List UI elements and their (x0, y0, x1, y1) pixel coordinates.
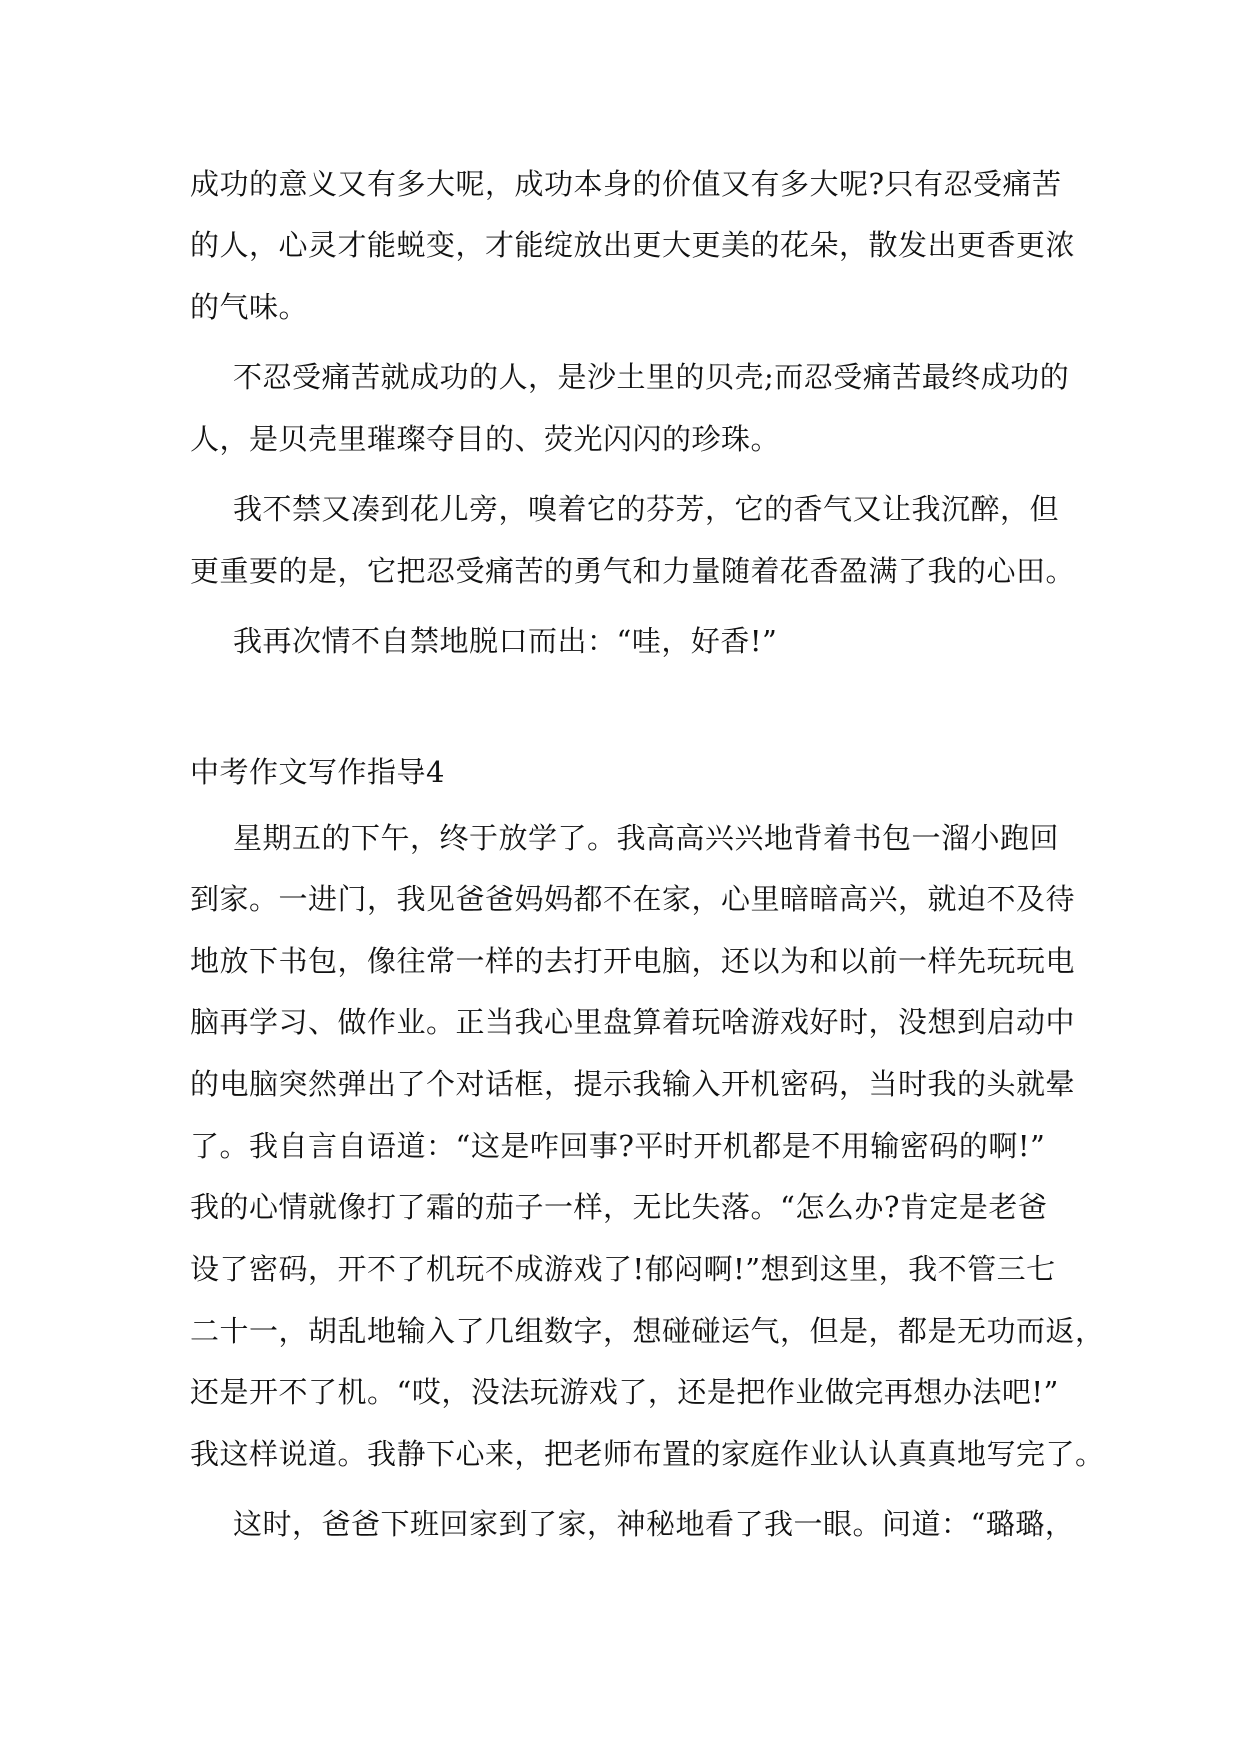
text-line: 我这样说道。我静下心来，把老师布置的家庭作业认认真真地写完了。 (190, 1437, 1105, 1471)
text-line: 地放下书包，像往常一样的去打开电脑，还以为和以前一样先玩玩电 (190, 944, 1076, 978)
text-line: 了。我自言自语道：“这是咋回事?平时开机都是不用输密码的啊!” (190, 1129, 1046, 1163)
text-line: 到家。一进门，我见爸爸妈妈都不在家，心里暗暗高兴，就迫不及待 (190, 882, 1076, 916)
text-line: 这时，爸爸下班回家到了家，神秘地看了我一眼。问道：“璐璐， (233, 1507, 1075, 1541)
text-line: 我再次情不自禁地脱口而出：“哇，好香!” (233, 624, 778, 658)
text-line: 脑再学习、做作业。正当我心里盘算着玩啥游戏好时，没想到启动中 (190, 1005, 1076, 1039)
text-line: 成功的意义又有多大呢，成功本身的价值又有多大呢?只有忍受痛苦 (190, 167, 1062, 201)
section-heading: 中考作文写作指导4 (190, 755, 445, 789)
text-line: 人，是贝壳里璀璨夺目的、荧光闪闪的珍珠。 (190, 422, 781, 456)
text-line: 设了密码，开不了机玩不成游戏了!郁闷啊!”想到这里，我不管三七 (190, 1252, 1056, 1286)
text-line: 的人，心灵才能蜕变，才能绽放出更大更美的花朵，散发出更香更浓 (190, 228, 1076, 262)
text-line: 的电脑突然弹出了个对话框，提示我输入开机密码，当时我的头就晕 (190, 1067, 1076, 1101)
text-line: 更重要的是，它把忍受痛苦的勇气和力量随着花香盈满了我的心田。 (190, 554, 1076, 588)
text-line: 我不禁又凑到花儿旁，嗅着它的芬芳，它的香气又让我沉醉，但 (233, 492, 1060, 526)
text-line: 不忍受痛苦就成功的人，是沙土里的贝壳;而忍受痛苦最终成功的 (233, 360, 1070, 394)
text-line: 星期五的下午，终于放学了。我高高兴兴地背着书包一溜小跑回 (233, 821, 1060, 855)
text-line: 还是开不了机。“哎，没法玩游戏了，还是把作业做完再想办法吧!” (190, 1375, 1059, 1409)
text-line: 二十一，胡乱地输入了几组数字，想碰碰运气，但是，都是无功而返， (190, 1314, 1105, 1348)
text-line: 的气味。 (190, 290, 309, 324)
text-line: 我的心情就像打了霜的茄子一样，无比失落。“怎么办?肯定是老爸 (190, 1190, 1048, 1224)
